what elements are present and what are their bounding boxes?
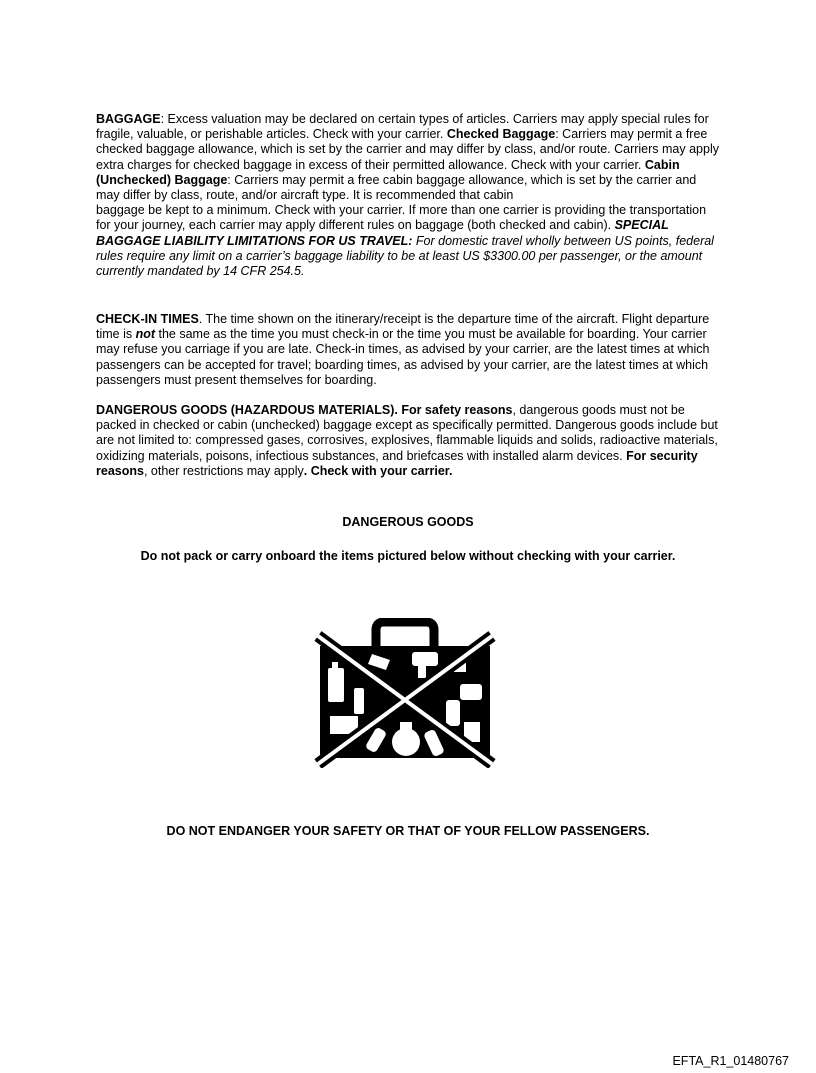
checkin-section (96, 312, 720, 388)
baggage-label: BAGGAGE (96, 112, 161, 126)
baggage-paragraph-2 (96, 203, 720, 279)
check-carrier-label: . Check with your carrier. (303, 463, 453, 478)
baggage-text-3: : Carriers may permit a free cabin baggage allowance, which is set by the carrier and may differ by class, route, and/or aircraft type. It is recommended that cabin (96, 172, 697, 203)
dangerous-label: DANGEROUS GOODS (HAZARDOUS MATERIALS). For safety reasons (96, 403, 513, 417)
cabin-baggage-label: Cabin (Unchecked) Baggage (96, 157, 680, 187)
dangerous-goods-section (96, 403, 720, 479)
baggage-paragraph (96, 112, 720, 203)
dangerous-text-1: , dangerous goods must not be packed in checked or cabin (unchecked) baggage except as specifically permitted. Dangerous goods include but are not limited to: compressed gases, corrosives, explosives, flammable liquids and solids, radioactive materials, oxidizing materials, poisons, infectious substances, and briefcases with installed alarm devices. (96, 403, 718, 463)
dangerous-paragraph (96, 403, 720, 479)
baggage-text-1: : Excess valuation may be declared on certain types of articles. Carriers may apply special rules for fragile, valuable, or perishable articles. Check with your carrier. (96, 112, 709, 142)
checkin-text-1: . The time shown on the itinerary/receipt is the departure time of the aircraft. Flight departure time is (96, 312, 710, 342)
dangerous-text-2: , other restrictions may apply (143, 463, 304, 478)
special-liability-label: SPECIAL BAGGAGE LIABILITY LIMITATIONS FOR US TRAVEL: (96, 218, 669, 248)
checkin-label: CHECK-IN TIMES (96, 312, 199, 326)
baggage-text-4: baggage be kept to a minimum. Check with your carrier. If more than one carrier is providing the transportation for your journey, each carrier may apply different rules on baggage (both checked and cabin). (96, 203, 707, 233)
baggage-section (96, 112, 720, 279)
security-label: For security reasons (96, 448, 698, 478)
baggage-text-2: : Carriers may permit a free checked baggage allowance, which is set by the carrier and may differ by class, and/or route. Carriers may apply extra charges for checked baggage in excess of their permitted allowance. Check with your carrier. (96, 127, 719, 172)
prohibited-items-briefcase-icon (314, 618, 496, 768)
dangerous-goods-subheading: Do not pack or carry onboard the items pictured below without checking with your carrier. (140, 549, 676, 563)
checkin-paragraph (96, 312, 720, 388)
special-liability-text: For domestic travel wholly between US points, federal rules require any limit on a carrier’s baggage liability to be at least US $3300.00 per passenger, or the amount currently mandated by 14 CFR 254.5. (96, 233, 714, 279)
checked-baggage-label: Checked Baggage (446, 127, 556, 142)
checkin-text-2: the same as the time you must check-in or the time you must be available for boarding. Your carrier may refuse you carriage if you are late. Check-in times, as advised by your carrier, are the latest times at which passengers can be accepted for travel; boarding times, as advised by your carrier, are the latest times at which passengers must present themselves for boarding. (96, 327, 710, 387)
safety-warning: DO NOT ENDANGER YOUR SAFETY OR THAT OF YOUR FELLOW PASSENGERS. (166, 824, 650, 838)
document-id: EFTA_R1_01480767 (672, 1054, 789, 1068)
dangerous-goods-heading: DANGEROUS GOODS (342, 515, 474, 529)
not-emphasis: not (135, 327, 156, 342)
